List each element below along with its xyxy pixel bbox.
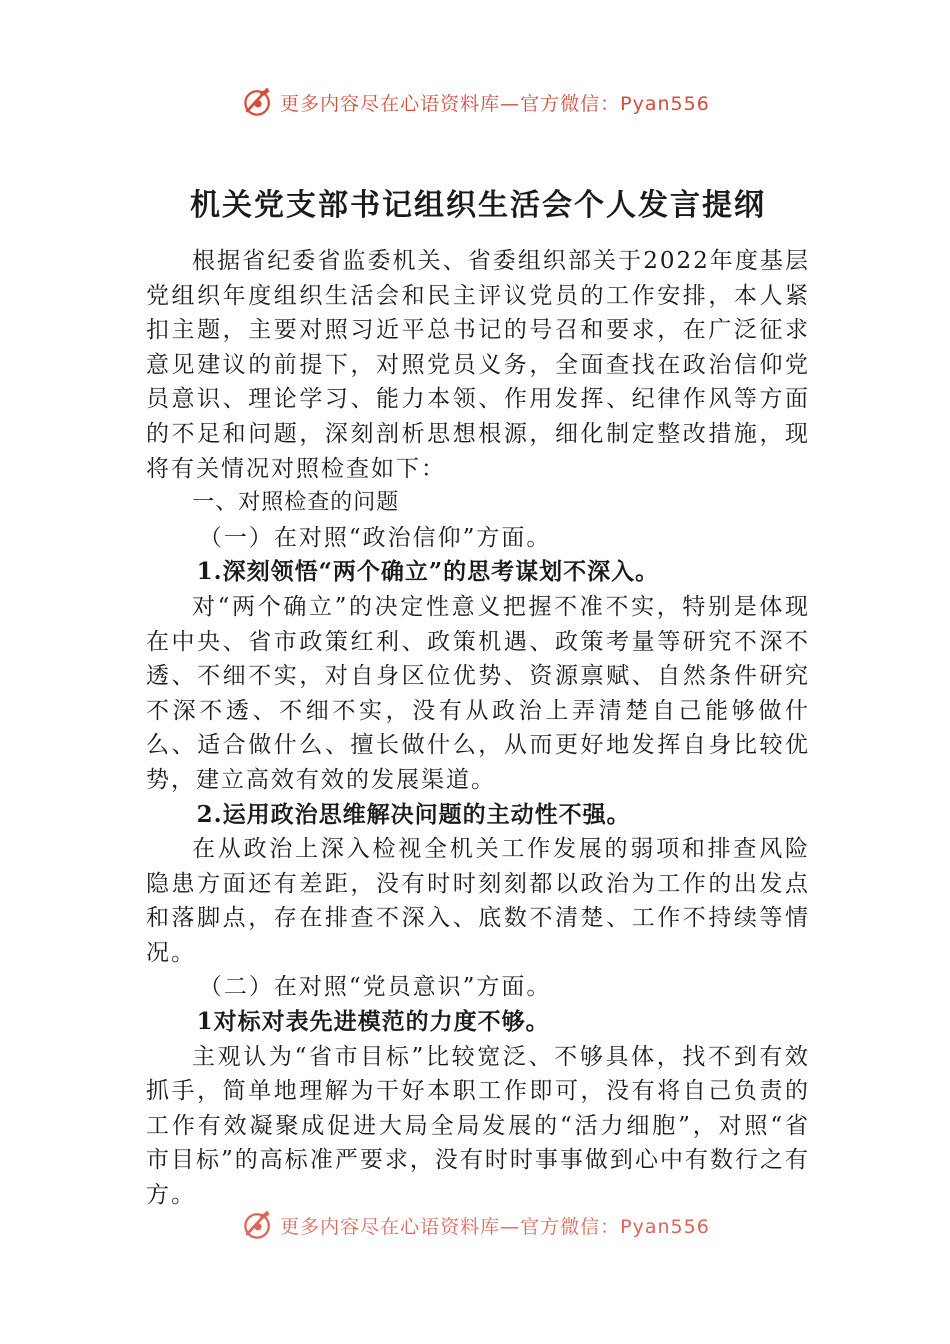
subsection-heading-political-belief: （一）在对照“政治信仰”方面。: [198, 524, 552, 551]
watermark-text: 更多内容尽在心语资料库—官方微信：Pyan556: [280, 92, 710, 115]
document-title: 机关党支部书记组织生活会个人发言提纲: [190, 188, 766, 223]
document-body: [146, 182, 810, 1213]
item-paragraph-2: 在从政治上深入检视全机关工作发展的弱项和排查风险隐患方面还有差距，没有时时刻刻都以政治为工作的出发点和落脚点，存在排查不深入、底数不清楚、工作不持续等情况。: [146, 836, 810, 966]
pen-logo-icon: [240, 84, 276, 120]
item-heading-3: 1对标对表先进模范的力度不够。: [196, 1008, 550, 1036]
section-heading-1: 一、对照检查的问题: [192, 490, 400, 516]
intro-paragraph: 根据省纪委省监委机关、省委组织部关于2022年度基层党组织年度组织生活会和民主评议党员的工作安排，本人紧扣主题，主要对照习近平总书记的号召和要求，在广泛征求意见建议的前提下，对照党员义务，全面查找在政治信仰党员意识、理论学习、能力本领、作用发挥、纪律作风等方面的不足和问题，深刻剖析思想根源，细化制定整改措施，现将有关情况对照检查如下：: [146, 248, 810, 482]
footer-watermark: [0, 1207, 950, 1243]
pen-logo-icon: [240, 1207, 276, 1243]
item-paragraph-3: 主观认为“省市目标”比较宽泛、不够具体，找不到有效抓手，简单地理解为干好本职工作即可，没有将自己负责的工作有效凝聚成促进大局全局发展的“活力细胞”，对照“省市目标”的高标准严要求，没有时时事事做到心中有数行之有方。: [146, 1043, 810, 1209]
item-heading-1: 1.深刻领悟“两个确立”的思考谋划不深入。: [196, 558, 660, 586]
item-heading-2: 2.运用政治思维解决问题的主动性不强。: [196, 800, 631, 828]
header-watermark: [0, 84, 950, 120]
item-paragraph-1: 对“两个确立”的决定性意义把握不准不实，特别是体现在中央、省市政策红利、政策机遇、政策考量等研究不深不透、不细不实，对自身区位优势、资源禀赋、自然条件研究不深不透、不细不实，没有从政治上弄清楚自己能够做什么、适合做什么、擅长做什么，从而更好地发挥自身比较优势，建立高效有效的发展渠道。: [146, 593, 810, 793]
subsection-heading-party-awareness: （二）在对照“党员意识”方面。: [198, 974, 552, 1001]
watermark-text: 更多内容尽在心语资料库—官方微信：Pyan556: [280, 1215, 710, 1238]
